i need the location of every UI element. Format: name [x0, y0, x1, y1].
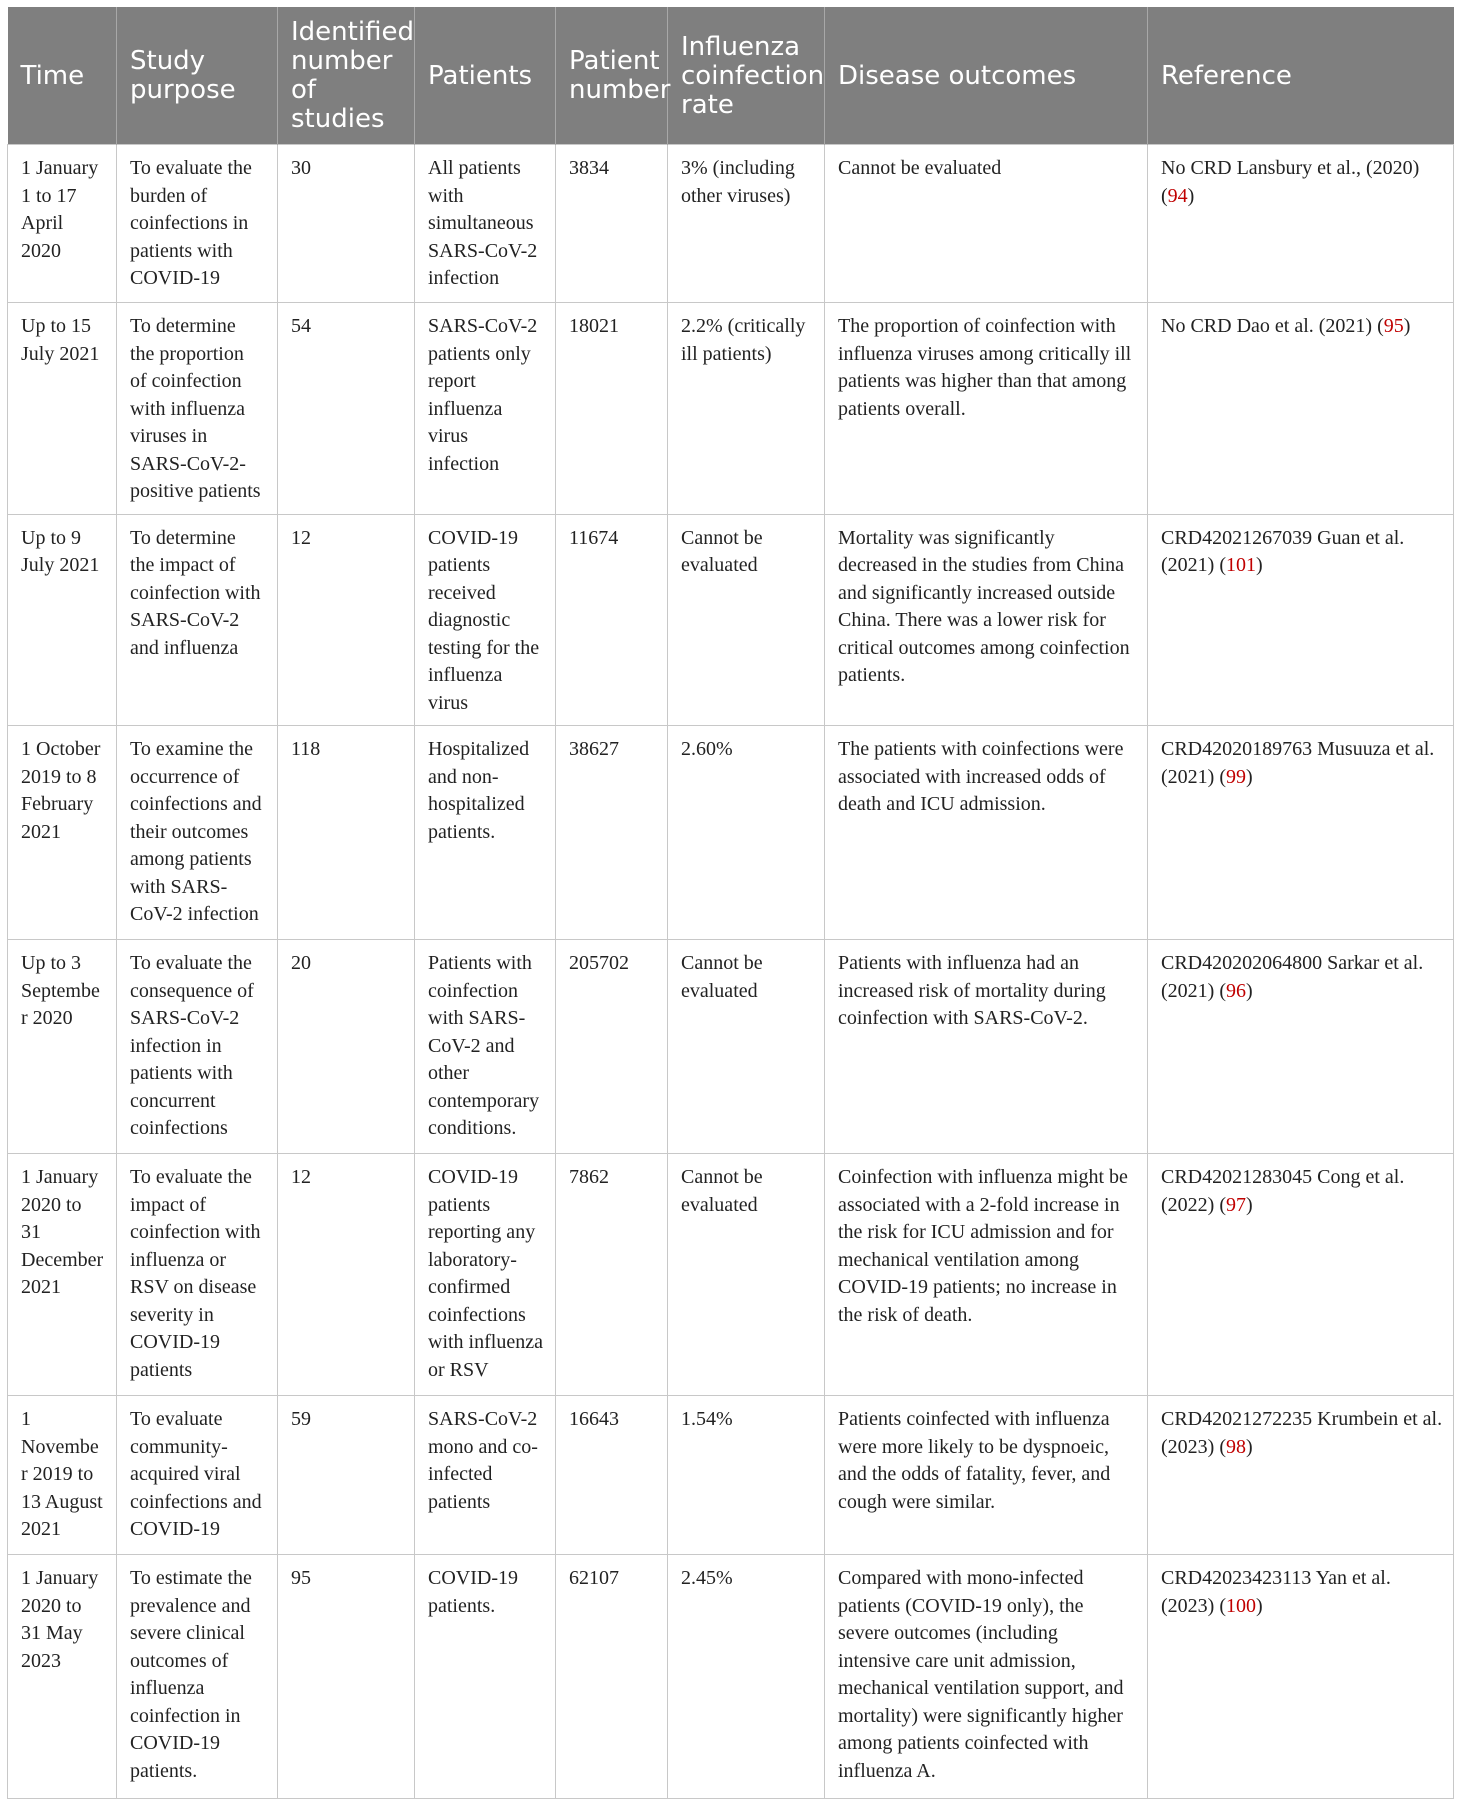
cell-patient-number: 11674 [556, 514, 668, 726]
reference-close: ) [1255, 554, 1263, 576]
table-row [8, 940, 1454, 1154]
cell-patient-number: 205702 [556, 940, 668, 1154]
table-row [8, 514, 1454, 726]
cell-outcomes: Coinfection with influenza might be associated with a 2-fold increase in the risk for ICU admission and for mechanical ventilation among COVID-19 patients; no increase in the risk of death. [825, 1154, 1148, 1396]
cell-studies: 118 [278, 726, 415, 940]
reference-text: No CRD Lansbury et al., (2020) ( [1161, 157, 1420, 207]
table-row [8, 1396, 1454, 1555]
cell-outcomes: Cannot be evaluated [825, 145, 1148, 303]
header-identified-studies: Identified number of studies [278, 7, 415, 145]
reference-text: No CRD Dao et al. (2021) ( [1161, 315, 1384, 337]
table-row [8, 726, 1454, 940]
reference-link[interactable]: 100 [1225, 1594, 1256, 1617]
table-row [8, 145, 1454, 303]
cell-studies: 12 [278, 1154, 415, 1396]
cell-reference [1148, 514, 1454, 726]
header-study-purpose: Study purpose [117, 7, 278, 145]
cell-patients: SARS-CoV-2 mono and co-infected patients [415, 1396, 556, 1555]
header-disease-outcomes: Disease outcomes [825, 7, 1148, 145]
cell-time: 1 November 2019 to 13 August 2021 [8, 1396, 117, 1555]
cell-patients: COVID-19 patients reporting any laboratory-confirmed coinfections with influenza or RSV [415, 1154, 556, 1396]
cell-studies: 54 [278, 303, 415, 515]
cell-patient-number: 62107 [556, 1555, 668, 1799]
cell-patient-number: 38627 [556, 726, 668, 940]
cell-rate: 2.45% [668, 1555, 825, 1799]
header-patient-number: Patient number [556, 7, 668, 145]
cell-purpose: To determine the proportion of coinfection with influenza viruses in SARS-CoV-2-positive patients [117, 303, 278, 515]
cell-purpose: To evaluate the consequence of SARS-CoV-2 infection in patients with concurrent coinfections [117, 940, 278, 1154]
cell-rate: Cannot be evaluated [668, 514, 825, 726]
reference-link[interactable]: 101 [1225, 554, 1256, 576]
reference-text: CRD42021267039 Guan et al. (2021) ( [1161, 526, 1405, 576]
cell-patients: All patients with simultaneous SARS-CoV-2 infection [415, 145, 556, 303]
cell-patients: Patients with coinfection with SARS-CoV-2 and other contemporary conditions. [415, 940, 556, 1154]
reference-close: ) [1245, 1435, 1253, 1458]
cell-reference [1148, 145, 1454, 303]
reference-close: ) [1403, 315, 1411, 337]
cell-time: 1 January 1 to 17 April 2020 [8, 145, 117, 303]
reference-close: ) [1245, 979, 1253, 1002]
reference-link[interactable]: 96 [1225, 979, 1246, 1002]
reference-text: CRD420202064800 Sarkar et al. (2021) ( [1161, 952, 1424, 1002]
cell-reference [1148, 726, 1454, 940]
cell-rate: Cannot be evaluated [668, 940, 825, 1154]
cell-patients: COVID-19 patients. [415, 1555, 556, 1799]
cell-purpose: To evaluate the burden of coinfections in patients with COVID-19 [117, 145, 278, 303]
header-coinfection-rate: Influenza coinfection rate [668, 7, 825, 145]
cell-time: Up to 3 September 2020 [8, 940, 117, 1154]
cell-time: 1 October 2019 to 8 February 2021 [8, 726, 117, 940]
reference-link[interactable]: 97 [1225, 1193, 1246, 1216]
cell-reference [1148, 940, 1454, 1154]
cell-studies: 95 [278, 1555, 415, 1799]
cell-patients: COVID-19 patients received diagnostic testing for the influenza virus [415, 514, 556, 726]
cell-outcomes: Patients with influenza had an increased risk of mortality during coinfection with SARS-CoV-2. [825, 940, 1148, 1154]
studies-table [7, 7, 1454, 1799]
header-reference: Reference [1148, 7, 1454, 145]
cell-reference [1148, 303, 1454, 515]
cell-time: 1 January 2020 to 31 December 2021 [8, 1154, 117, 1396]
table-row [8, 1154, 1454, 1396]
cell-patients: Hospitalized and non-hospitalized patients. [415, 726, 556, 940]
cell-purpose: To estimate the prevalence and severe clinical outcomes of influenza coinfection in COVID-19 patients. [117, 1555, 278, 1799]
cell-studies: 59 [278, 1396, 415, 1555]
cell-outcomes: The proportion of coinfection with influenza viruses among critically ill patients was higher than that among patients overall. [825, 303, 1148, 515]
cell-patient-number: 7862 [556, 1154, 668, 1396]
cell-studies: 20 [278, 940, 415, 1154]
cell-purpose: To evaluate community-acquired viral coinfections and COVID-19 [117, 1396, 278, 1555]
cell-time: 1 January 2020 to 31 May 2023 [8, 1555, 117, 1799]
cell-rate: 2.2% (critically ill patients) [668, 303, 825, 515]
reference-text: CRD42020189763 Musuuza et al. (2021) ( [1161, 738, 1435, 788]
header-time: Time [8, 7, 117, 145]
cell-outcomes: Compared with mono-infected patients (COVID-19 only), the severe outcomes (including intensive care unit admission, mechanical ventilation support, and mortality) were significantly higher among patients coinfected with influenza A. [825, 1555, 1148, 1799]
reference-close: ) [1245, 1193, 1253, 1216]
reference-close: ) [1187, 184, 1195, 207]
cell-purpose: To evaluate the impact of coinfection with influenza or RSV on disease severity in COVID-19 patients [117, 1154, 278, 1396]
cell-time: Up to 15 July 2021 [8, 303, 117, 515]
reference-link[interactable]: 94 [1167, 184, 1188, 207]
cell-rate: 3% (including other viruses) [668, 145, 825, 303]
cell-purpose: To examine the occurrence of coinfections and their outcomes among patients with SARS-CoV-2 infection [117, 726, 278, 940]
cell-outcomes: Patients coinfected with influenza were more likely to be dyspnoeic, and the odds of fatality, fever, and cough were similar. [825, 1396, 1148, 1555]
cell-outcomes: Mortality was significantly decreased in the studies from China and significantly increased outside China. There was a lower risk for critical outcomes among coinfection patients. [825, 514, 1148, 726]
cell-rate: 1.54% [668, 1396, 825, 1555]
table-row [8, 1555, 1454, 1799]
cell-time: Up to 9 July 2021 [8, 514, 117, 726]
header-row [8, 7, 1454, 145]
cell-reference [1148, 1154, 1454, 1396]
cell-studies: 12 [278, 514, 415, 726]
reference-close: ) [1255, 1594, 1263, 1617]
cell-rate: Cannot be evaluated [668, 1154, 825, 1396]
cell-reference [1148, 1555, 1454, 1799]
reference-close: ) [1245, 765, 1253, 788]
reference-text: CRD42023423113 Yan et al. (2023) ( [1161, 1567, 1391, 1617]
header-patients: Patients [415, 7, 556, 145]
reference-text: CRD42021283045 Cong et al. (2022) ( [1161, 1166, 1405, 1216]
cell-outcomes: The patients with coinfections were associated with increased odds of death and ICU admission. [825, 726, 1148, 940]
cell-studies: 30 [278, 145, 415, 303]
reference-link[interactable]: 99 [1225, 765, 1246, 788]
reference-link[interactable]: 98 [1225, 1435, 1246, 1458]
reference-link[interactable]: 95 [1383, 315, 1404, 337]
cell-patient-number: 3834 [556, 145, 668, 303]
reference-text: CRD42021272235 Krumbein et al. (2023) ( [1161, 1408, 1443, 1458]
cell-purpose: To determine the impact of coinfection with SARS-CoV-2 and influenza [117, 514, 278, 726]
cell-reference [1148, 1396, 1454, 1555]
cell-rate: 2.60% [668, 726, 825, 940]
table-row [8, 303, 1454, 515]
cell-patient-number: 18021 [556, 303, 668, 515]
cell-patient-number: 16643 [556, 1396, 668, 1555]
cell-patients: SARS-CoV-2 patients only report influenza virus infection [415, 303, 556, 515]
